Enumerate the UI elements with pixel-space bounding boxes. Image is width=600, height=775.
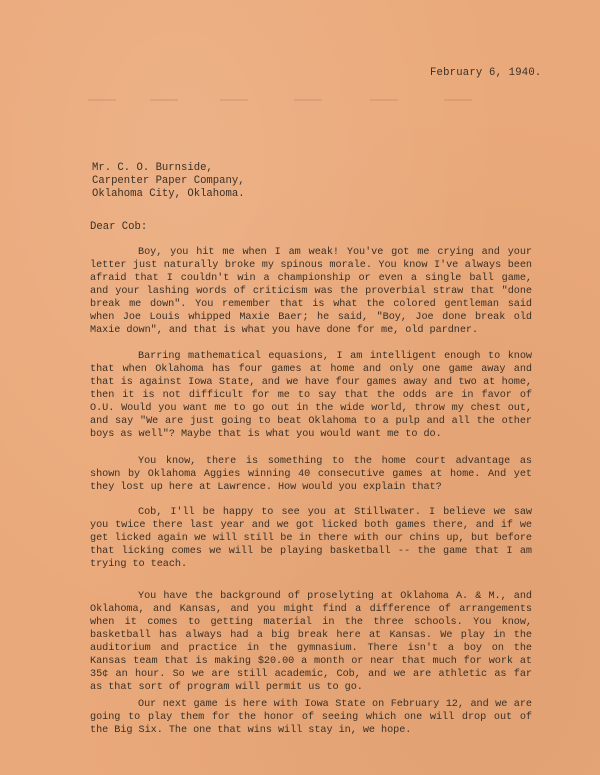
paragraph-5: You have the background of proselyting at Oklahoma A. & M., and Oklahoma, and Kansas, and you might find a difference of arrangements when it comes to getting material in the three schools. You know, basketball has always had a big break here at Kansas. We play in the auditorium and practice in the gymnasium. There isn't a boy on the Kansas team that is making $20.00 a month or near that much for work at 35¢ an hour. So we are still academic, Cob, and we are athletic as far as that sort of program will permit us to go. (90, 591, 532, 693)
paragraph-4: Cob, I'll be happy to see you at Stillwater. I believe we saw you twice there last year and we got licked both games there, and if we get licked again we will still be in there with our chins up, but before that licking comes we will be playing basketball -- the game that I am trying to teach. (90, 507, 532, 570)
paragraph-1: Boy, you hit me when I am weak! You've got me crying and your letter just naturally broke my spinous morale. You know I've always been afraid that I couldn't win a championship or even a single ball game, and your lashing words of criticism was the proverbial straw that "done break me down". You remember that is what the colored gentleman said when Joe Louis whipped Maxie Baer; he said, "Boy, Joe done break old Maxie down", and that is what you have done for me, old pardner. (90, 247, 532, 336)
salutation: Dear Cob: (90, 221, 148, 233)
paragraph-6: Our next game is here with Iowa State on February 12, and we are going to play them for the honor of seeing which one will drop out of the Big Six. The one that wins will stay in, we hope. (90, 699, 532, 736)
letter-date: February 6, 1940. (430, 67, 542, 79)
recipient-company: Carpenter Paper Company, (92, 175, 245, 187)
bleed-through-marks (88, 99, 488, 101)
paragraph-3: You know, there is something to the home court advantage as shown by Oklahoma Aggies winning 40 consecutive games at home. And yet they lost up here at Lawrence. How would you explain that? (90, 456, 532, 493)
paragraph-2: Barring mathematical equasions, I am intelligent enough to know that when Oklahoma has four games at home and only one game away and that is against Iowa State, and we have four games away and two at home, then it is not difficult for me to say that the odds are in favor of O.U. Would you want me to go out in the wide world, throw my chest out, and say "We are just going to beat Oklahoma to a pulp and all the other boys as well"? Maybe that is what you would want me to do. (90, 351, 532, 440)
recipient-city: Oklahoma City, Oklahoma. (92, 188, 245, 200)
recipient-name: Mr. C. O. Burnside, (92, 162, 213, 174)
recipient-address (92, 162, 245, 201)
